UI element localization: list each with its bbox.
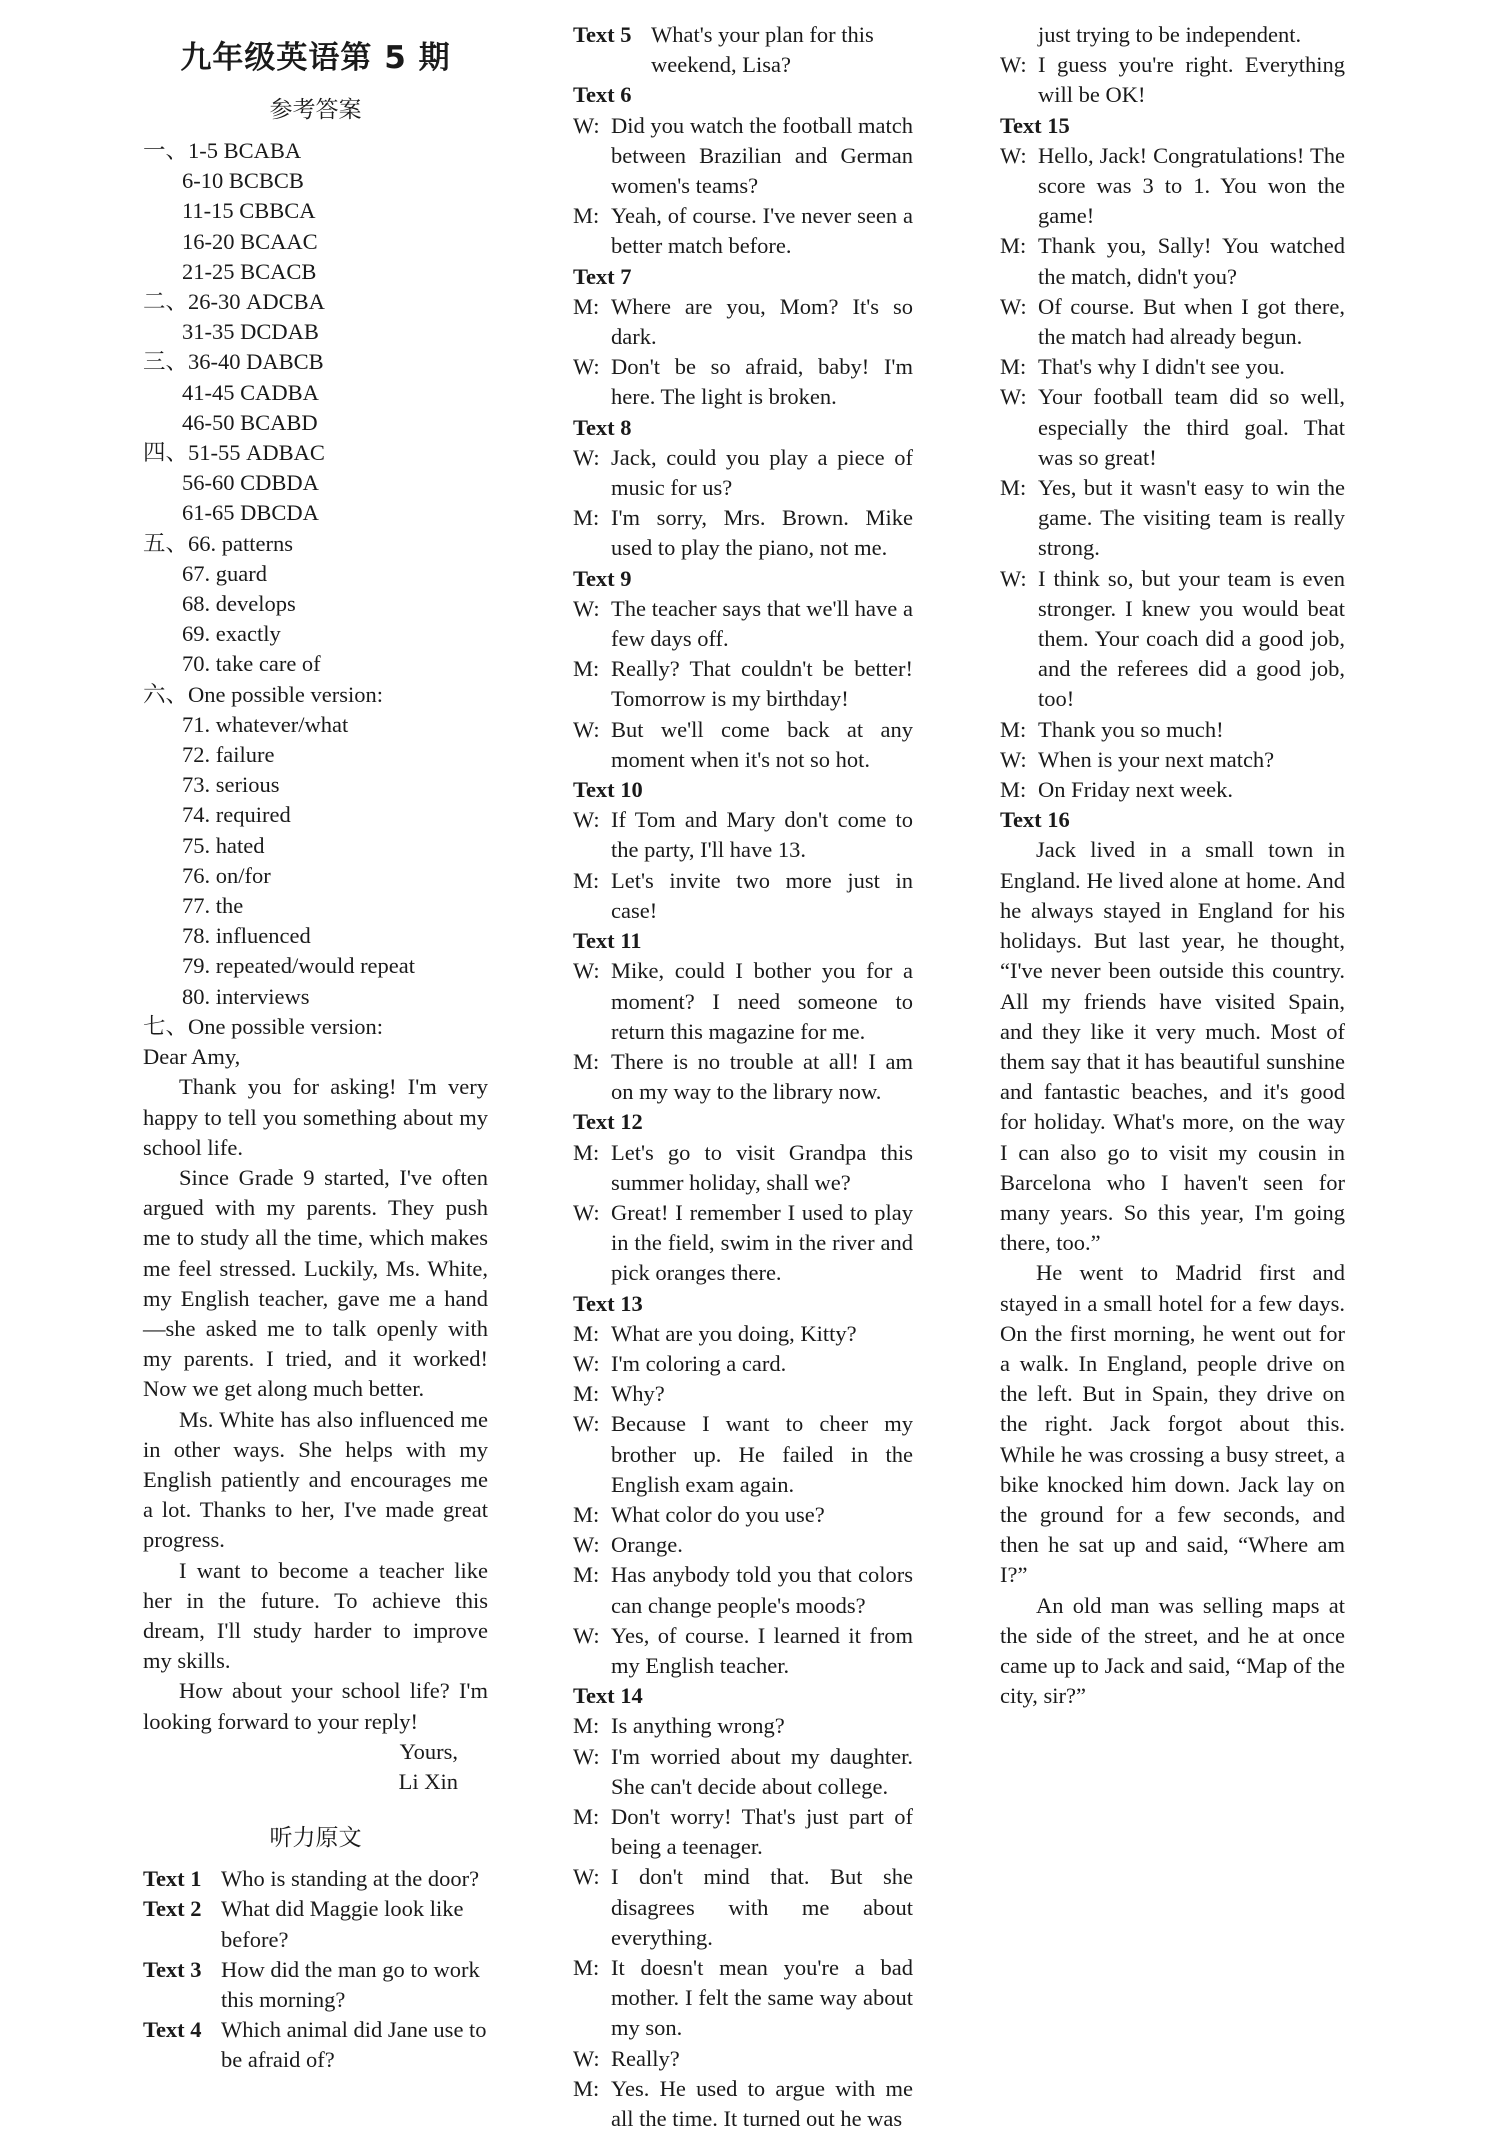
speaker-label: M:	[573, 1048, 600, 1074]
answer-line: 41-45 CADBA	[182, 379, 319, 405]
speaker-label: W:	[573, 1864, 600, 1890]
letter-greeting: Dear Amy,	[143, 1044, 241, 1070]
dialogue-line: W: Yes, of course. I learned it from my English teacher.	[573, 1622, 913, 1678]
dialogue-line: W: Great! I remember I used to play in the field, swim in the river and pick oranges there.	[573, 1199, 913, 1286]
answer-line: 五、66. patterns	[143, 530, 293, 556]
speaker-label: W:	[573, 2045, 600, 2071]
dialogue-line: W: But we'll come back at any moment when it's not so hot.	[573, 716, 913, 772]
speaker-label: M:	[1000, 475, 1027, 501]
dialogue-line: M: There is no trouble at all! I am on my way to the library now.	[573, 1048, 913, 1105]
question-label: Text 4	[143, 2017, 202, 2043]
speaker-label: M:	[573, 505, 600, 531]
dialogue-line: W: Hello, Jack! Congratulations! The score was 3 to 1. You won the game!	[1000, 142, 1345, 229]
speaker-label: W:	[573, 807, 600, 833]
answer-line: 46-50 BCABD	[182, 409, 318, 435]
dialogue-line: M: Yes, but it wasn't easy to win the game. The visiting team is really strong.	[1000, 475, 1345, 561]
dialogue-line: M: Really? That couldn't be better! Tomorrow is my birthday!	[573, 656, 913, 712]
speaker-label: M:	[573, 1562, 600, 1588]
speaker-label: M:	[1000, 777, 1027, 803]
dialogue-title: Text 9	[573, 565, 632, 591]
dialogue-line: M: That's why I didn't see you.	[1000, 352, 1345, 382]
question-line: Text 5 What's your plan for this weekend, Lisa?	[573, 22, 874, 78]
speaker-label: W:	[573, 1532, 600, 1558]
answer-line: 11-15 CBBCA	[182, 198, 316, 224]
question-label: Text 2	[143, 1896, 202, 1922]
speaker-label: W:	[1000, 565, 1027, 591]
question-line: Text 1 Who is standing at the door?	[143, 1864, 488, 1894]
answer-line: 73. serious	[182, 772, 280, 798]
answer-line: 三、36-40 DABCB	[143, 349, 324, 375]
speaker-label: W:	[573, 1350, 600, 1376]
answer-line: 6-10 BCBCB	[182, 168, 304, 194]
speaker-label: M:	[573, 203, 600, 229]
dialogue-line: M: Let's go to visit Grandpa this summer holiday, shall we?	[573, 1139, 913, 1195]
answer-line: 72. failure	[182, 742, 275, 768]
speaker-label: W:	[1000, 293, 1027, 319]
dialogue-line: W: If Tom and Mary don't come to the party, I'll have 13.	[573, 807, 913, 863]
answer-line: 七、One possible version:	[143, 1013, 383, 1039]
speaker-label: W:	[573, 958, 600, 984]
answer-line: 79. repeated/would repeat	[182, 953, 416, 979]
dialogue-title: Text 11	[573, 928, 642, 954]
speaker-label: M:	[1000, 354, 1027, 380]
speaker-label: W:	[1000, 746, 1027, 772]
dialogue-line: M: It doesn't mean you're a bad mother. I felt the same way about my son.	[573, 1955, 913, 2041]
answer-line: 80. interviews	[182, 983, 310, 1009]
speaker-label: W:	[573, 354, 600, 380]
dialogue-line: M: I'm sorry, Mrs. Brown. Mike used to play the piano, not me.	[573, 505, 913, 561]
answer-list	[143, 136, 488, 1042]
speaker-label: M:	[573, 867, 600, 893]
speaker-label: W:	[1000, 142, 1027, 168]
dialogue-line: M: What are you doing, Kitty?	[573, 1319, 913, 1349]
dialogue-line: W: Mike, could I bother you for a moment? I need someone to return this magazine for me.	[573, 958, 913, 1044]
dialogue-line: W: Don't be so afraid, baby! I'm here. The light is broken.	[573, 354, 913, 410]
letter-paragraph: Ms. White has also influenced me in other ways. She helps with my English patiently and encourages me a lot. Thanks to her, I've made great progress.	[143, 1406, 488, 1553]
column-right	[1000, 20, 1345, 1711]
dialogue-line: W: Jack, could you play a piece of music for us?	[573, 444, 913, 501]
story-paragraph: He went to Madrid first and stayed in a small hotel for a few days. On the first morning, he went out for a walk. In England, people drive on the left. But in Spain, they drive on the right. Jack forgot about this. While he was crossing a busy street, a bike knocked him down. Jack lay on the ground for a few seconds, and then he sat up and said, “Where am I?”	[1000, 1260, 1345, 1588]
speaker-label: M:	[573, 1501, 600, 1527]
speaker-label: M:	[573, 1139, 600, 1165]
answer-line: 77. the	[182, 893, 244, 919]
dialogue-line: M: Thank you so much!	[1000, 715, 1345, 745]
answer-line: 69. exactly	[182, 621, 281, 647]
dialogue-title: Text 6	[573, 82, 632, 108]
speaker-label: W:	[573, 444, 600, 470]
speaker-label: M:	[1000, 233, 1027, 259]
speaker-label: M:	[573, 293, 600, 319]
dialogue-line: W: I'm worried about my daughter. She can't decide about college.	[573, 1743, 913, 1799]
letter-signature: Li Xin	[398, 1768, 458, 1794]
speaker-label: M:	[573, 2075, 600, 2101]
speaker-label: W:	[573, 1199, 600, 1225]
speaker-label: M:	[573, 1803, 600, 1829]
dialogue-title: Text 14	[573, 1683, 643, 1709]
question-line: Text 3 How did the man go to work this morning?	[143, 1956, 480, 2012]
question-line: Text 2 What did Maggie look like before?	[143, 1896, 464, 1952]
dialogue-line: M: Where are you, Mom? It's so dark.	[573, 293, 913, 350]
dialogue-line: W: I'm coloring a card.	[573, 1349, 913, 1379]
speaker-label: M:	[573, 1381, 600, 1407]
answer-line: 二、26-30 ADCBA	[143, 289, 325, 315]
answer-line: 75. hated	[182, 832, 265, 858]
letter-paragraph: Thank you for asking! I'm very happy to tell you something about my school life.	[143, 1074, 488, 1160]
dialogue-line: M: What color do you use?	[573, 1500, 913, 1530]
speaker-label: M:	[573, 1955, 600, 1980]
dialogue-line: M: Why?	[573, 1379, 913, 1409]
answer-line: 56-60 CDBDA	[182, 470, 319, 496]
dialogue-continuation: just trying to be independent.	[1038, 22, 1302, 47]
answer-line: 76. on/for	[182, 862, 271, 888]
speaker-label: W:	[1000, 52, 1027, 78]
answer-line: 70. take care of	[182, 651, 321, 677]
dialogue-line: W: Because I want to cheer my brother up. He failed in the English exam again.	[573, 1411, 913, 1497]
answer-line: 四、51-55 ADBAC	[143, 440, 325, 466]
answer-line: 74. required	[182, 802, 291, 828]
answer-line: 一、1-5 BCABA	[143, 138, 302, 163]
speaker-label: M:	[573, 1713, 600, 1739]
text15-title: Text 15	[1000, 112, 1070, 138]
dialogue-line: M: Yeah, of course. I've never seen a better match before.	[573, 203, 913, 259]
answer-line: 68. develops	[182, 591, 296, 617]
dialogue-line: W: I don't mind that. But she disagrees with me about everything.	[573, 1864, 913, 1950]
text16-title: Text 16	[1000, 807, 1070, 833]
letter-paragraph: I want to become a teacher like her in the future. To achieve this dream, I'll study harder to improve my skills.	[143, 1557, 488, 1674]
letter-paragraph: How about your school life? I'm looking forward to your reply!	[143, 1678, 488, 1734]
answer-line: 16-20 BCAAC	[182, 228, 318, 254]
answers-heading: 参考答案	[269, 97, 362, 123]
answer-line: 21-25 BCACB	[182, 258, 317, 284]
question-label: Text 3	[143, 1956, 202, 1982]
speaker-label: W:	[573, 1411, 600, 1437]
dialogue-line: W: When is your next match?	[1000, 745, 1345, 775]
speaker-label: W:	[1000, 384, 1027, 410]
speaker-label: M:	[573, 1320, 600, 1346]
dialogue-title: Text 7	[573, 263, 632, 289]
speaker-label: W:	[573, 112, 600, 138]
answer-line: 78. influenced	[182, 923, 311, 949]
speaker-label: W:	[573, 716, 600, 742]
question-list	[143, 1864, 488, 2075]
question-label: Text 5	[573, 22, 632, 47]
dialogue-line: M: Is anything wrong?	[573, 1711, 913, 1741]
dialogue-line: W: Did you watch the football match between Brazilian and German women's teams?	[573, 112, 913, 199]
dialogue-line: W: Really?	[573, 2044, 913, 2074]
question-line: Text 4 Which animal did Jane use to be afraid of?	[143, 2017, 487, 2073]
dialogue-line: W: Your football team did so well, especially the third goal. That was so great!	[1000, 384, 1345, 470]
dialogue-line: W: Orange.	[573, 1530, 913, 1560]
speaker-label: W:	[573, 595, 600, 621]
question-label: Text 1	[143, 1866, 202, 1892]
dialogue-line: W: The teacher says that we'll have a few days off.	[573, 595, 913, 652]
sample-letter	[143, 1042, 488, 1797]
dialogue-title: Text 8	[573, 414, 632, 440]
dialogue-line: M: On Friday next week.	[1000, 775, 1345, 805]
dialogue-line: M: Thank you, Sally! You watched the match, didn't you?	[1000, 233, 1345, 289]
dialogue-line: M: Don't worry! That's just part of being a teenager.	[573, 1803, 913, 1860]
dialogue-list	[573, 80, 913, 2134]
story-paragraph: Jack lived in a small town in England. He lived alone at home. And he always stayed in England for his holidays. But last year, he thought, “I've never been outside this country. All my friends have visited Spain, and they like it very much. Most of them say that it has beautiful sunshine and fantastic beaches, and it's good for holiday. What's more, on the way I can also go to visit my cousin in Barcelona who I haven't seen for many years. So this year, I'm going there, too.”	[1000, 837, 1345, 1256]
speaker-label: M:	[1000, 716, 1027, 742]
dialogue-line: M: Has anybody told you that colors can change people's moods?	[573, 1562, 913, 1618]
dialogue-line: W: Of course. But when I got there, the match had already begun.	[1000, 293, 1345, 350]
letter-paragraph: Since Grade 9 started, I've often argued with my parents. They push me to study all the time, which makes me feel stressed. Luckily, Ms. White, my English teacher, gave me a hand—she asked me to talk openly with my parents. I tried, and it worked! Now we get along much better.	[143, 1164, 488, 1402]
column-left	[143, 20, 488, 2076]
speaker-label: W:	[573, 1743, 600, 1769]
dialogue-line: M: Let's invite two more just in case!	[573, 867, 913, 923]
dialogue-title: Text 12	[573, 1109, 643, 1135]
answer-line: 71. whatever/what	[182, 711, 349, 737]
speaker-label: W:	[573, 1622, 600, 1648]
dialogue-line: W: I think so, but your team is even stronger. I knew you would beat them. Your coach did a good job, and the referees did a good job, too!	[1000, 565, 1345, 712]
answer-line: 61-65 DBCDA	[182, 500, 319, 526]
speaker-label: M:	[573, 656, 600, 682]
dialogue-line: W: I guess you're right. Everything will be OK!	[1000, 52, 1345, 108]
answer-line: 67. guard	[182, 560, 267, 586]
page-title: 九年级英语第 5 期	[180, 40, 451, 76]
dialogue-title: Text 13	[573, 1290, 643, 1316]
letter-closing: Yours,	[399, 1738, 458, 1764]
answer-line: 六、One possible version:	[143, 681, 383, 707]
story-paragraph: An old man was selling maps at the side of the street, and he at once came up to Jack and said, “Map of the city, sir?”	[1000, 1592, 1345, 1709]
answer-line: 31-35 DCDAB	[182, 319, 319, 345]
question-text5	[573, 20, 913, 80]
listening-heading: 听力原文	[269, 1825, 362, 1852]
dialogue-line: M: Yes. He used to argue with me all the time. It turned out he was	[573, 2075, 913, 2132]
column-middle	[573, 20, 913, 2134]
dialogue-title: Text 10	[573, 777, 643, 803]
